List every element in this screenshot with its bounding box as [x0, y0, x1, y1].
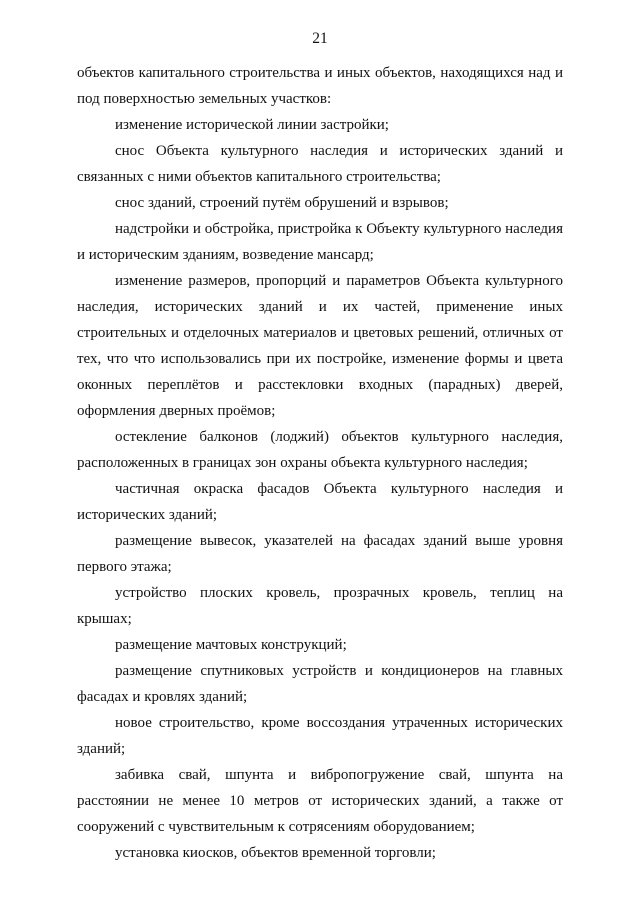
paragraph-item: остекление балконов (лоджий) объектов культурного наследия, расположенных в границах зон охраны объекта культурного наследия;	[77, 429, 563, 471]
paragraph-continuation: объектов капитального строительства и иных объектов, находящихся над и под поверхностью земельных участков:	[77, 65, 563, 107]
paragraph-item: устройство плоских кровель, прозрачных кровель, теплиц на крышах;	[77, 585, 563, 627]
paragraph-item: забивка свай, шпунта и вибропогружение свай, шпунта на расстоянии не менее 10 метров от исторических зданий, а также от сооружений с чувствительным к сотрясениям оборудованием;	[77, 767, 563, 835]
paragraph-item: изменение размеров, пропорций и параметров Объекта культурного наследия, исторических зданий и их частей, применение иных строительных и отделочных материалов и цветовых решений, отличных от тех, что что использовались при их постройке, изменение формы и цвета оконных переплётов и расстекловки входных (парадных) дверей, оформления дверных проёмов;	[77, 273, 563, 419]
paragraph-item: частичная окраска фасадов Объекта культурного наследия и исторических зданий;	[77, 481, 563, 523]
paragraph-item: снос зданий, строений путём обрушений и взрывов;	[115, 195, 449, 211]
paragraph-item: изменение исторической линии застройки;	[115, 117, 389, 133]
paragraph-item: установка киосков, объектов временной торговли;	[115, 845, 436, 861]
paragraph-item: размещение вывесок, указателей на фасадах зданий выше уровня первого этажа;	[77, 533, 563, 575]
paragraph-item: новое строительство, кроме воссоздания утраченных исторических зданий;	[77, 715, 563, 757]
paragraph-item: снос Объекта культурного наследия и исторических зданий и связанных с ними объектов капитального строительства;	[77, 143, 563, 185]
paragraph-item: размещение мачтовых конструкций;	[115, 637, 347, 653]
paragraph-item: надстройки и обстройка, пристройка к Объекту культурного наследия и историческим зданиям, возведение мансард;	[77, 221, 563, 263]
paragraph-item: размещение спутниковых устройств и кондиционеров на главных фасадах и кровлях зданий;	[77, 663, 563, 705]
page-number: 21	[312, 30, 328, 47]
document-body	[77, 60, 563, 866]
